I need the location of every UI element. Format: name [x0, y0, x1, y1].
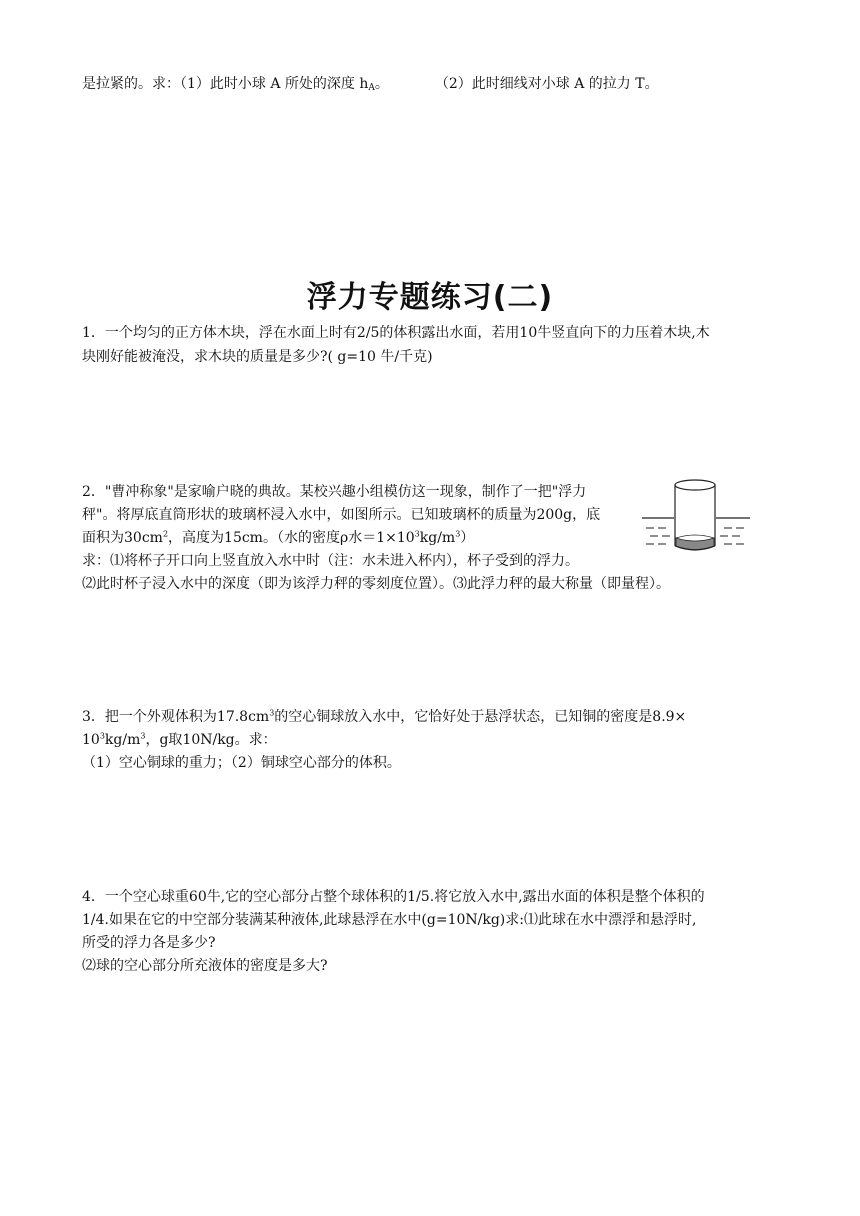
q3-sup-1: 3	[269, 708, 275, 718]
q4-line-3: 所受的浮力各是多少?	[82, 935, 216, 951]
q2-line-1: 2．"曹冲称象"是家喻户晓的典故。某校兴趣小组模仿这一现象，制作了一把"浮力	[82, 484, 587, 500]
q2-sup-2: 3	[414, 529, 420, 539]
q2-line-3	[82, 526, 474, 550]
q3-line-2-c: ，g取10N/kg。求：	[145, 732, 277, 748]
intro-text-b: 。	[374, 76, 389, 92]
q2-line-3-b: ，高度为15cm。（水的密度ρ水＝1×10	[168, 530, 415, 546]
intro-text-a: 是拉紧的。求：（1）此时小球 A 所处的深度 h	[82, 76, 369, 92]
q1-line-2: 块刚好能被淹没，求木块的质量是多少?( g=10 牛/千克)	[82, 349, 433, 365]
page-title: 浮力专题练习(二)	[306, 280, 554, 315]
q2-line-5: ⑵此时杯子浸入水中的深度（即为该浮力秤的零刻度位置）。⑶此浮力秤的最大称量（即量程）。	[82, 576, 670, 592]
intro-text-c: （2）此时细线对小球 A 的拉力 T。	[434, 76, 659, 92]
q2-line-3-c: kg/m	[419, 530, 456, 546]
q3-line-2-b: kg/m	[104, 732, 141, 748]
q3-line-1	[82, 705, 686, 729]
q3-line-2	[82, 728, 277, 752]
glass-cup-figure	[640, 474, 752, 556]
q3-line-2-a: 10	[82, 732, 100, 748]
q2-sup-3: 3	[455, 529, 461, 539]
q3-sup-3: 3	[140, 731, 146, 741]
q3-sup-2: 3	[99, 731, 105, 741]
q3-line-1-a: 3．把一个外观体积为17.8cm	[82, 709, 270, 725]
q2-line-2: 秤"。将厚底直筒形状的玻璃杯浸入水中，如图所示。已知玻璃杯的质量为200g，底	[82, 507, 601, 523]
intro-subscript: A	[368, 83, 375, 93]
q2-line-3-a: 面积为30cm	[82, 530, 163, 546]
q4-line-4: ⑵球的空心部分所充液体的密度是多大?	[82, 958, 328, 974]
q4-line-2: 1/4.如果在它的中空部分装满某种液体,此球悬浮在水中(g=10N/kg)求:⑴此球在水中漂浮和悬浮时,	[82, 912, 697, 928]
q3-line-3: （1）空心铜球的重力；（2）铜球空心部分的体积。	[82, 755, 401, 771]
intro-line	[82, 72, 659, 100]
q2-line-4: 求：⑴将杯子开口向上竖直放入水中时（注：水未进入杯内），杯子受到的浮力。	[82, 553, 579, 569]
q1-line-1: 1．一个均匀的正方体木块，浮在水面上时有2/5的体积露出水面，若用10牛竖直向下的力压着木块,木	[82, 325, 710, 341]
q3-line-1-b: 的空心铜球放入水中，它恰好处于悬浮状态，已知铜的密度是8.9×	[274, 709, 687, 725]
q4-line-1: 4．一个空心球重60牛,它的空心部分占整个球体积的1/5.将它放入水中,露出水面的体积是整个体积的	[82, 889, 705, 905]
q2-line-3-d: ）	[460, 530, 475, 546]
q2-sup-1: 2	[162, 529, 169, 539]
